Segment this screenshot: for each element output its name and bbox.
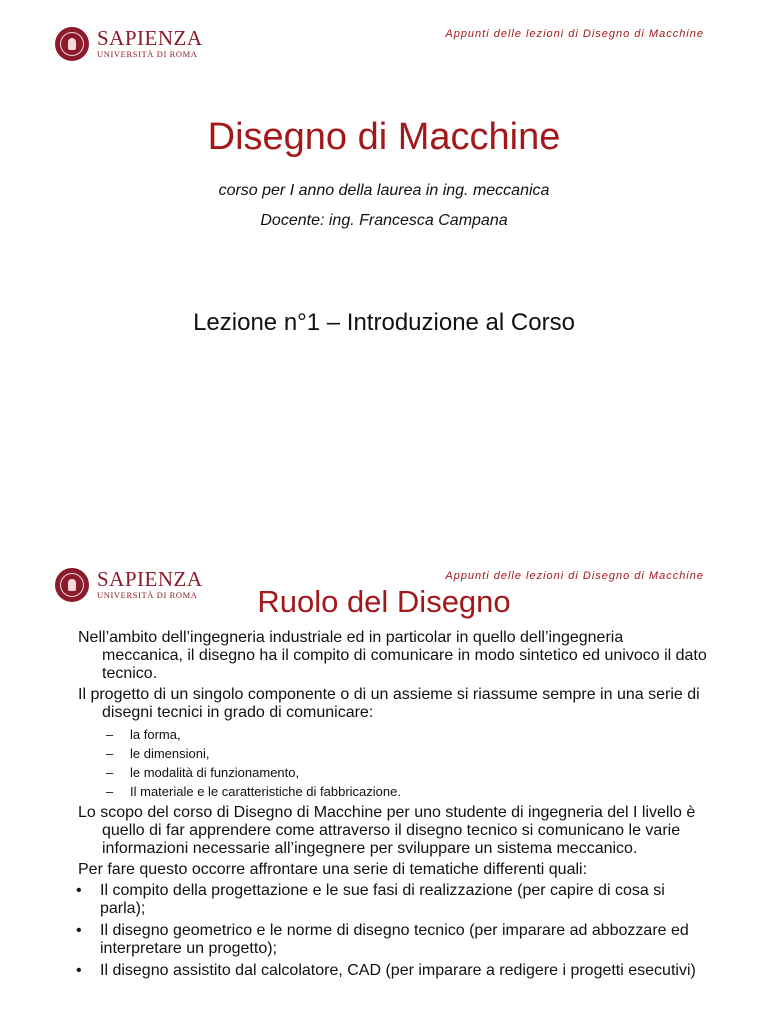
list-item-text: Il materiale e le caratteristiche di fabbricazione.: [130, 784, 401, 799]
university-logo: [55, 27, 203, 61]
paragraph-3: Lo scopo del corso di Disegno di Macchine per uno studente di ingegneria del I livello è quello di far apprendere come attraverso il disegno tecnico si comunicano le varie informazioni necessarie all’ingegnere per sviluppare un sistema meccanico.: [78, 804, 696, 857]
slide-title: Ruolo del Disegno: [257, 584, 511, 619]
dash-mark: –: [106, 727, 114, 742]
teacher-line: Docente: ing. Francesca Campana: [260, 212, 508, 229]
bullet-text: Il disegno assistito dal calcolatore, CAD (per imparare a redigere i progetti esecutivi): [100, 962, 696, 979]
slide-body: [78, 629, 708, 984]
slide-content: [0, 548, 768, 1024]
logo-subtitle: UNIVERSITÀ DI ROMA: [97, 590, 198, 600]
bullet-mark: •: [76, 882, 82, 899]
paragraph-1: Nell’ambito dell’ingegneria industriale ed in particolar in quello dell’ingegneria meccanica, il disegno ha il compito di comunicare in modo sintetico ed univoco il dato tecnico.: [78, 629, 707, 682]
lesson-title: Lezione n°1 – Introduzione al Corso: [193, 309, 575, 336]
bullet-text: Il disegno geometrico e le norme di disegno tecnico (per imparare ad abbozzare ed interpretare un progetto);: [100, 922, 689, 957]
logo-name: SAPIENZA: [97, 567, 203, 591]
header-note: Appunti delle lezioni di Disegno di Macchine: [445, 28, 704, 40]
logo-subtitle: UNIVERSITÀ DI ROMA: [97, 49, 198, 59]
bullet-item: [76, 882, 708, 918]
bullet-mark: •: [76, 922, 82, 939]
list-item-text: la forma,: [130, 727, 181, 742]
bullet-mark: •: [76, 962, 82, 979]
dash-mark: –: [106, 784, 114, 799]
logo-name: SAPIENZA: [97, 26, 203, 50]
list-item: [78, 782, 708, 801]
bullet-item: [76, 962, 708, 980]
bullet-text: Il compito della progettazione e le sue fasi di realizzazione (per capire di cosa si parla);: [100, 882, 665, 917]
dash-mark: –: [106, 765, 114, 780]
list-item: [78, 763, 708, 782]
list-item-text: le modalità di funzionamento,: [130, 765, 300, 780]
university-seal-icon: [55, 27, 89, 61]
bullet-item: [76, 922, 708, 958]
course-title: Disegno di Macchine: [207, 116, 561, 158]
course-subtitle: corso per I anno della laurea in ing. meccanica: [218, 182, 550, 199]
header-note: Appunti delle lezioni di Disegno di Macchine: [445, 570, 704, 582]
list-item: [78, 725, 708, 744]
list-item-text: le dimensioni,: [130, 746, 210, 761]
paragraph-4: Per fare questo occorre affrontare una serie di tematiche differenti quali:: [78, 861, 588, 878]
paragraph-2: Il progetto di un singolo componente o di un assieme si riassume sempre in una serie di disegni tecnici in grado di comunicare:: [78, 686, 700, 721]
dash-mark: –: [106, 746, 114, 761]
list-item: [78, 744, 708, 763]
